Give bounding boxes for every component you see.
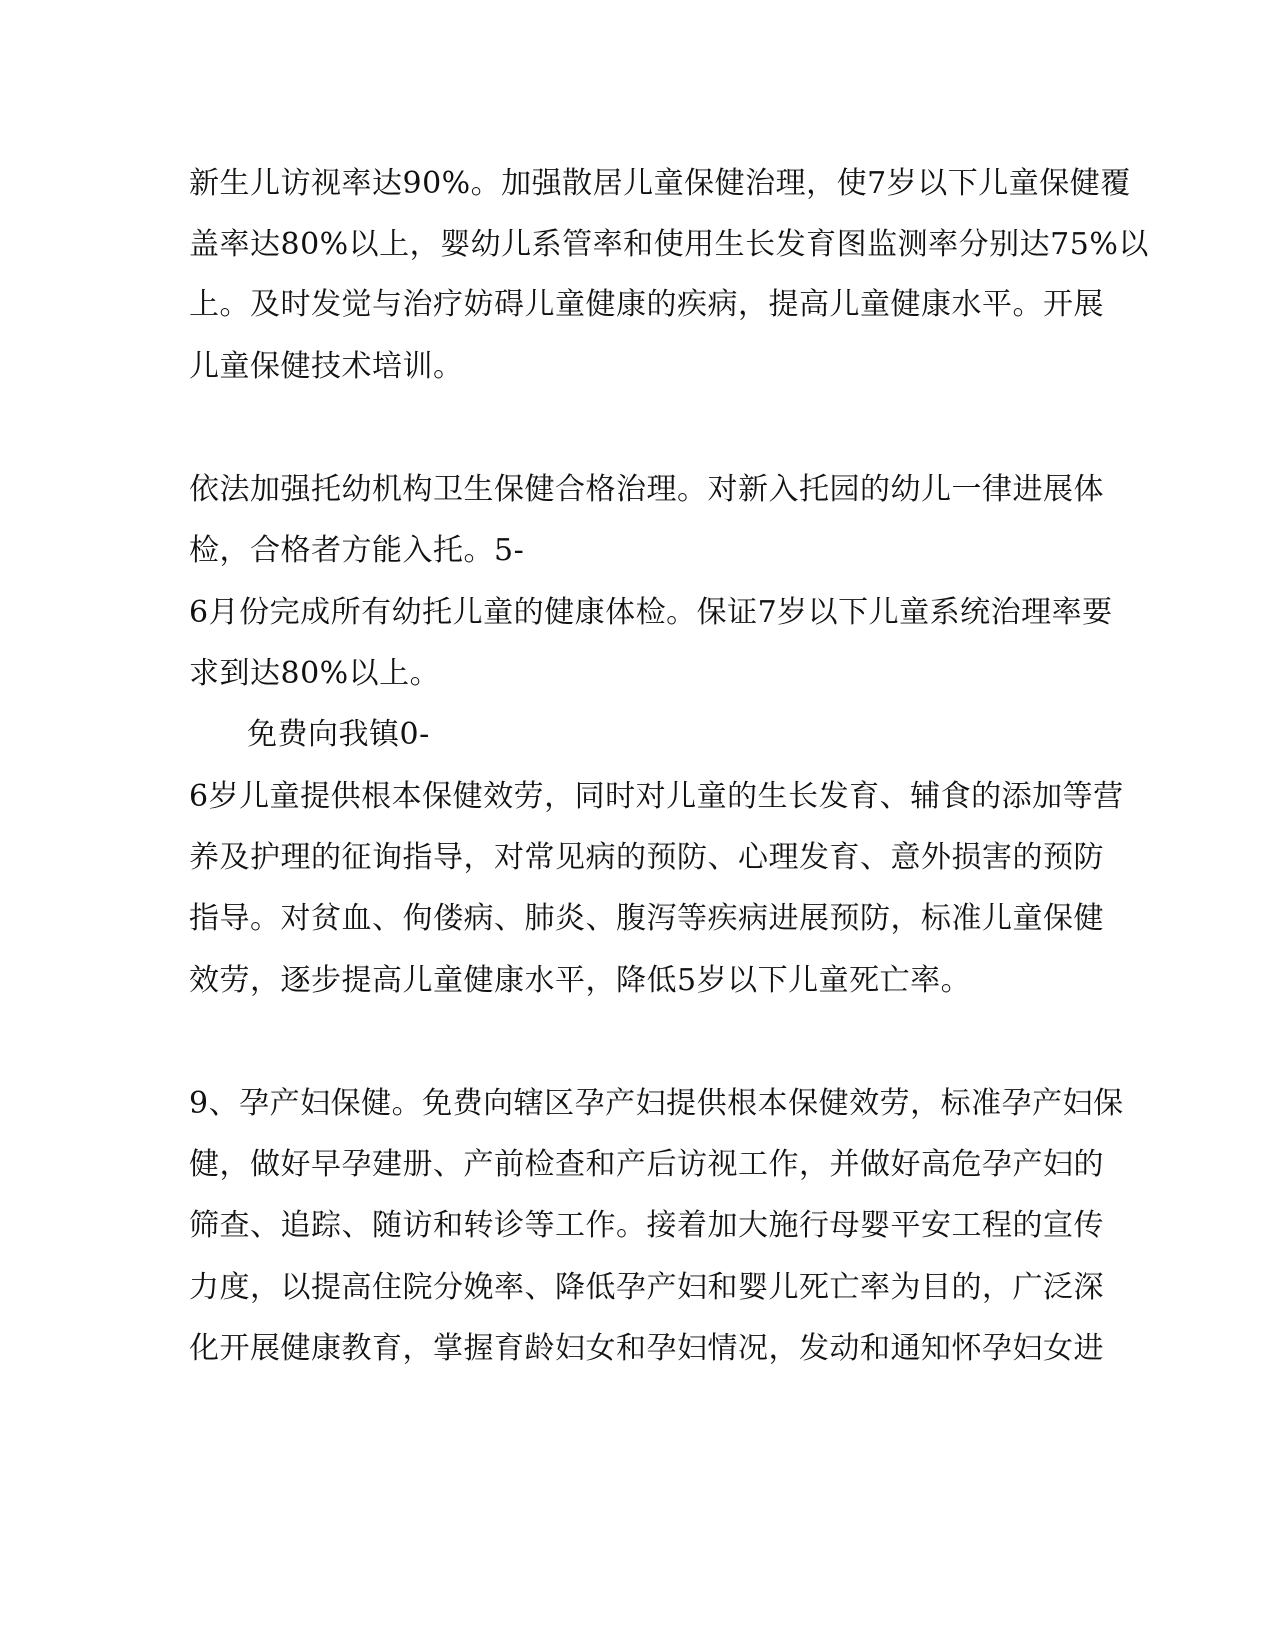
text-line: 6岁儿童提供根本保健效劳，同时对儿童的生长发育、辅食的添加等营 — [189, 779, 1124, 814]
text-line: 9、孕产妇保健。免费向辖区孕产妇提供根本保健效劳，标准孕产妇保 — [189, 1086, 1124, 1121]
text-line: 新生儿访视率达90%。加强散居儿童保健治理，使7岁以下儿童保健覆 — [189, 166, 1131, 201]
text-line: 效劳，逐步提高儿童健康水平，降低5岁以下儿童死亡率。 — [189, 963, 972, 998]
text-line: 健，做好早孕建册、产前检查和产后访视工作，并做好高危孕产妇的 — [189, 1147, 1104, 1182]
text-line: 上。及时发觉与治疗妨碍儿童健康的疾病，提高儿童健康水平。开展 — [189, 287, 1104, 322]
text-line-indented: 免费向我镇0- — [247, 717, 430, 752]
text-line: 盖率达80%以上，婴幼儿系管率和使用生长发育图监测率分别达75%以 — [189, 227, 1149, 262]
text-line: 化开展健康教育，掌握育龄妇女和孕妇情况，发动和通知怀孕妇女进 — [189, 1331, 1104, 1366]
text-line: 儿童保健技术培训。 — [189, 349, 464, 384]
text-line: 筛查、追踪、随访和转诊等工作。接着加大施行母婴平安工程的宣传 — [189, 1208, 1104, 1243]
text-line: 力度，以提高住院分娩率、降低孕产妇和婴儿死亡率为目的，广泛深 — [189, 1270, 1104, 1305]
text-line: 养及护理的征询指导，对常见病的预防、心理发育、意外损害的预防 — [189, 840, 1104, 875]
text-line: 依法加强托幼机构卫生保健合格治理。对新入托园的幼儿一律进展体 — [189, 472, 1104, 507]
text-line: 指导。对贫血、佝偻病、肺炎、腹泻等疾病进展预防，标准儿童保健 — [189, 901, 1104, 936]
text-line: 6月份完成所有幼托儿童的健康体检。保证7岁以下儿童系统治理率要 — [189, 595, 1113, 630]
text-line: 求到达80%以上。 — [189, 656, 441, 691]
text-line: 检，合格者方能入托。5- — [189, 533, 525, 568]
